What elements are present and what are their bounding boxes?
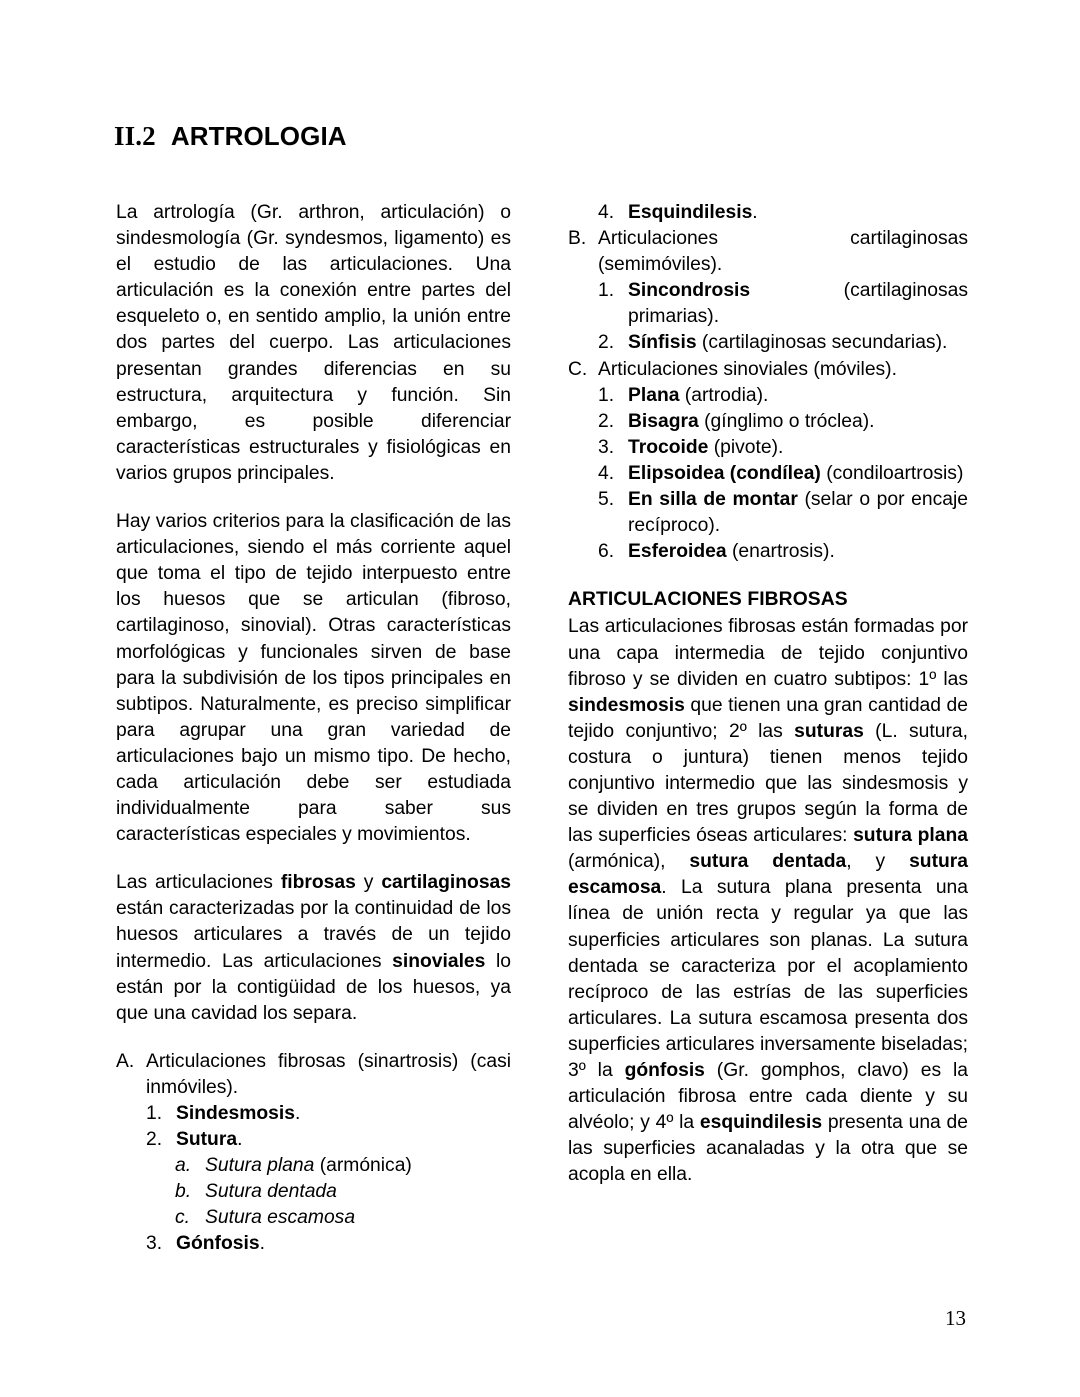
list-item-a1: [146, 1101, 511, 1127]
text-fragment: (armónica),: [568, 851, 690, 873]
left-column: [116, 200, 511, 1258]
list-item-text: [176, 1127, 511, 1153]
page-title-line: [114, 122, 974, 152]
list-item-b1: [598, 278, 968, 330]
term-sincondrosis: Sincondrosis: [628, 280, 751, 302]
text-fragment: presenta una de las superficies acanaladas y la otra que se acopla en ella.: [568, 1112, 968, 1186]
list-marker: 2.: [598, 410, 615, 432]
term-sutura-plana: Sutura plana: [205, 1155, 315, 1177]
text-fragment: .: [237, 1129, 243, 1151]
text-fragment: (cartilaginosas primarias).: [628, 280, 968, 328]
list-item-text: [205, 1205, 511, 1231]
list-marker: 4.: [598, 202, 615, 223]
term-gonfosis: Gónfosis: [176, 1233, 260, 1255]
page-title-number: II.2: [114, 121, 156, 151]
list-item-a2: [146, 1127, 511, 1153]
text-fragment: . La sutura plana presenta una línea de unión recta y regular ya que las superficies articulares son planas. La sutura dentada se caracteriza por el acoplamiento recíproco de las estrías de las superficies articulares. La sutura escamosa presenta dos superficies articulares inversamente biseladas; 3º la: [568, 877, 968, 1081]
term-sutura-dentada-inline: sutura dentada: [689, 851, 847, 873]
page-number: 13: [945, 1306, 966, 1330]
text-fragment: que tienen una gran cantidad de tejido conjuntivo; 2º las: [568, 694, 968, 742]
paragraph-fibrous-body: [568, 614, 968, 1188]
text-fragment: (armónica): [314, 1155, 412, 1177]
list-item-a2b: [175, 1179, 511, 1205]
list-item-b: [568, 226, 968, 278]
bold-fibrosas: fibrosas: [280, 872, 356, 894]
text-fragment: (pivote).: [708, 436, 784, 458]
list-marker: a.: [175, 1155, 192, 1177]
list-item-text: [628, 409, 968, 435]
paragraph-intro: La artrología (Gr. arthron, articulación) o sindesmología (Gr. syndesmos, ligamento) es el estudio de las articulaciones. Una articulación es la conexión entre partes del esqueleto o, en sentido amplio, la unión entre dos partes del cuerpo. Las articulaciones presentan grandes diferencias en su estructura, arquitectura y función. Sin embargo, es posible diferenciar características estructurales y fisiológicas en varios grupos principales.: [116, 202, 511, 484]
term-bisagra: Bisagra: [628, 410, 699, 432]
text-fragment: .: [294, 1103, 301, 1124]
term-plana: Plana: [628, 384, 680, 406]
text-fragment: Las articulaciones fibrosas están formadas por una capa intermedia de tejido conjuntivo fibroso y se dividen en cuatro subtipos: 1º las: [568, 616, 968, 690]
list-item-text: [628, 461, 968, 487]
list-marker: 6.: [598, 541, 615, 563]
list-item-c4: [598, 461, 968, 487]
list-item-text: [205, 1153, 511, 1179]
list-item-a: [116, 1049, 511, 1101]
list-item-text: Articulaciones fibrosas (sinartrosis) (casi inmóviles).: [146, 1050, 511, 1098]
text-fragment: lo están por la contigüidad de los huesos, ya que una cavidad los separa.: [116, 950, 511, 1024]
text-fragment: están caracterizadas por la continuidad de los huesos articulares a través de un tejido intermedio. Las articulaciones: [116, 898, 511, 972]
list-item-b2: [598, 330, 968, 356]
bold-sinoviales: sinoviales: [392, 950, 486, 972]
term-esquindilesis: Esquindilesis: [628, 202, 753, 223]
fibrous-joints-section: [568, 587, 968, 1188]
list-marker: A.: [116, 1050, 135, 1072]
bold-cartilaginosas: cartilaginosas: [381, 872, 511, 894]
text-fragment: (enartrosis).: [726, 541, 835, 563]
list-item-a2c: [175, 1205, 511, 1231]
list-item-text: Articulaciones cartilaginosas (semimóviles).: [598, 228, 968, 276]
list-marker: B.: [568, 228, 587, 250]
term-esferoidea: Esferoidea: [628, 541, 727, 563]
term-esquindilesis-inline: esquindilesis: [699, 1112, 823, 1134]
term-en-silla-de-montar: En silla de montar: [628, 489, 798, 511]
term-sutura-plana-inline: sutura plana: [853, 825, 968, 847]
list-item-a3: [146, 1231, 511, 1257]
text-fragment: (condiloartrosis): [820, 462, 964, 484]
list-item-text: [628, 383, 968, 409]
list-marker: 2.: [598, 332, 615, 354]
term-sindesmosis-inline: sindesmosis: [568, 694, 685, 716]
list-item-text: [205, 1179, 511, 1205]
text-fragment: .: [752, 202, 758, 223]
list-item-text: [628, 435, 968, 461]
page-title: [114, 122, 974, 152]
list-item-text: [628, 200, 968, 226]
list-item-a2a: [175, 1153, 511, 1179]
text-fragment: (cartilaginosas secundarias).: [696, 332, 948, 354]
term-sindesmosis: Sindesmosis: [176, 1103, 295, 1124]
list-item-text: [628, 487, 968, 539]
term-gonfosis-inline: gónfosis: [624, 1060, 705, 1081]
list-item-text: [628, 278, 968, 330]
text-fragment: (Gr. gomphos, clavo) es la articulación fibrosa entre cada diente y su alvéolo; y 4º la: [568, 1060, 968, 1134]
list-item-c6: [598, 539, 968, 565]
term-sutura: Sutura: [176, 1129, 238, 1151]
list-item-c3: [598, 435, 968, 461]
list-marker: 1.: [146, 1103, 163, 1124]
text-fragment: (selar o por encaje recíproco).: [628, 489, 968, 537]
list-item-a4: [598, 200, 968, 226]
text-fragment: y: [355, 872, 382, 894]
list-item-c2: [598, 409, 968, 435]
classification-list: [116, 1049, 511, 1258]
list-marker: 2.: [146, 1129, 163, 1151]
list-marker: 5.: [598, 489, 615, 511]
term-suturas-inline: suturas: [794, 720, 864, 742]
paragraph-fibrous-cartilaginous: [116, 870, 511, 1027]
list-marker: 1.: [598, 280, 615, 302]
list-item-text: [628, 330, 968, 356]
list-marker: 4.: [598, 462, 615, 484]
list-item-text: [176, 1101, 511, 1127]
list-marker: c.: [175, 1207, 190, 1229]
term-trocoide: Trocoide: [628, 436, 709, 458]
classification-list-continued: [568, 200, 968, 565]
list-marker: 3.: [146, 1233, 163, 1255]
term-sutura-escamosa-inline: sutura escamosa: [568, 851, 968, 899]
text-fragment: (artrodia).: [679, 384, 769, 406]
term-sutura-dentada: Sutura dentada: [205, 1181, 337, 1203]
page-title-text: ARTROLOGIA: [170, 121, 347, 151]
text-fragment: .: [259, 1233, 265, 1255]
list-item-c5: [598, 487, 968, 539]
paragraph-criteria: Hay varios criterios para la clasificación de las articulaciones, siendo el más corriente aquel que toma el tipo de tejido interpuesto entre los huesos que se articulan (fibroso, cartilaginoso, sinovial). Otras características morfológicas y funcionales sirven de base para la subdivisión de los tipos principales en subtipos. Naturalmente, es preciso simplificar para agrupar una gran variedad de articulaciones bajo un mismo tipo. De hecho, cada articulación debe ser estudiada individualmente para saber sus características especiales y movimientos.: [116, 511, 511, 846]
list-marker: C.: [568, 358, 588, 380]
text-fragment: , y: [846, 851, 910, 873]
term-sutura-escamosa: Sutura escamosa: [205, 1207, 356, 1229]
text-fragment: Las articulaciones: [116, 872, 281, 894]
right-column: [568, 200, 968, 1188]
term-sinfisis: Sínfisis: [628, 332, 697, 354]
list-marker: 1.: [598, 384, 615, 406]
list-item-c1: [598, 383, 968, 409]
list-item-text: [176, 1231, 511, 1257]
list-item-text: [628, 539, 968, 565]
term-elipsoidea: Elipsoidea (condílea): [628, 462, 821, 484]
list-item-text: Articulaciones sinoviales (móviles).: [598, 358, 897, 380]
text-fragment: (gínglimo o tróclea).: [698, 410, 875, 432]
list-marker: b.: [175, 1181, 192, 1203]
text-fragment: (L. sutura, costura o juntura) tienen menos tejido conjuntivo intermedio que las sindesmosis y se dividen en tres grupos según la forma de las superficies óseas articulares:: [568, 720, 968, 847]
section-heading-fibrous: ARTICULACIONES FIBROSAS: [568, 589, 848, 611]
list-item-c: [568, 357, 968, 383]
list-marker: 3.: [598, 436, 615, 458]
